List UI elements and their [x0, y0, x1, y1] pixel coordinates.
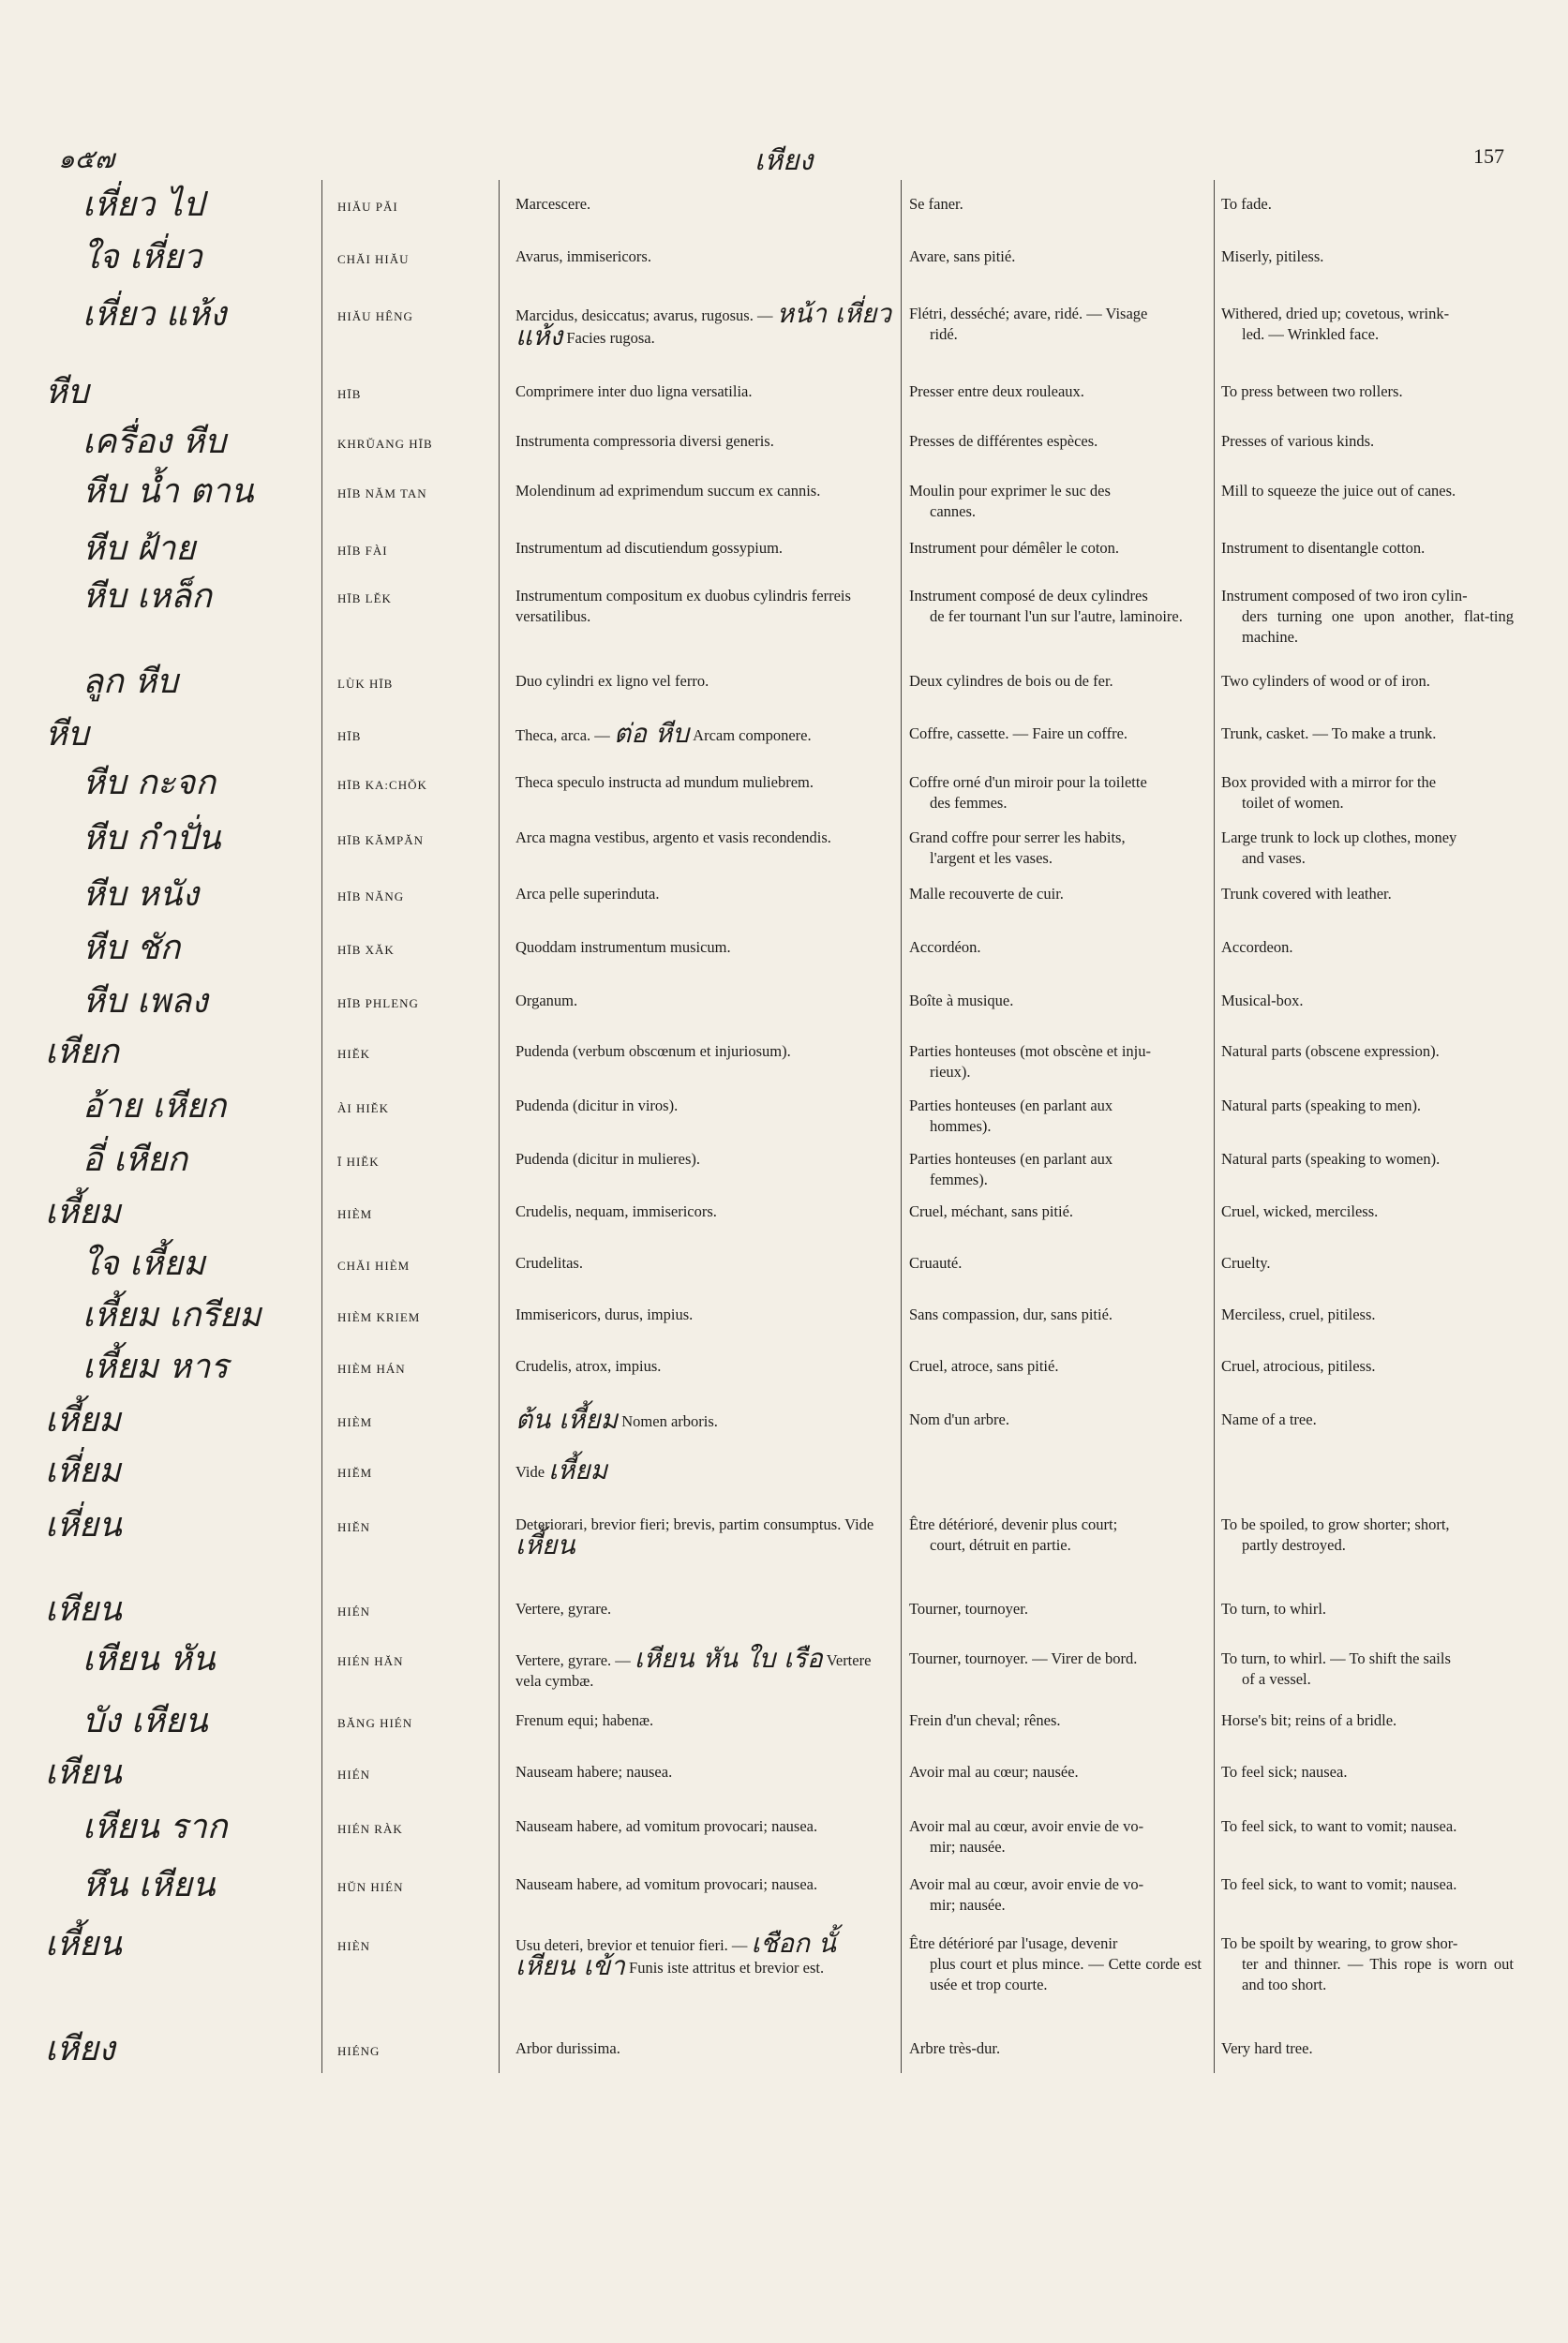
french-definition [909, 1041, 1202, 1082]
latin-definition [515, 1599, 892, 1619]
french-text: Parties honteuses (en parlant aux [909, 1097, 1113, 1114]
english-definition [1221, 1149, 1514, 1170]
latin-text: Nauseam habere; nausea. [515, 1763, 673, 1781]
french-continuation: mir; nausée. [930, 1838, 1006, 1856]
transliteration: HĪB NĂNG [337, 889, 405, 903]
latin-definition [515, 772, 892, 793]
english-definition [1221, 1515, 1514, 1556]
latin-text: Duo cylindri ex ligno vel ferro. [515, 672, 709, 690]
latin-text: Comprimere inter duo ligna versatilia. [515, 382, 753, 400]
french-definition [909, 937, 1202, 958]
thai-headword: เครื่อง หีบ [82, 423, 226, 461]
latin-definition [515, 671, 892, 692]
transliteration: HĪB KĂMPĂN [337, 833, 424, 847]
french-text: Flétri, desséché; avare, ridé. — Visage [909, 305, 1148, 322]
english-definition [1221, 1649, 1514, 1690]
thai-headword: หีบ กำปั่น [82, 819, 221, 858]
english-continuation: and vases. [1242, 849, 1306, 867]
english-text: Cruelty. [1221, 1254, 1271, 1272]
english-text: Natural parts (obscene expression). [1221, 1042, 1440, 1060]
french-text: Avoir mal au cœur, avoir envie de vo- [909, 1817, 1144, 1835]
english-text: Accordeon. [1221, 938, 1293, 956]
english-text: To press between two rollers. [1221, 382, 1403, 400]
thai-headword: เหี้ยม หาร [82, 1348, 229, 1386]
latin-definition [515, 1515, 892, 1558]
latin-thai-example: เหียน หัน ใบ เรือ [634, 1643, 823, 1674]
french-continuation: rieux). [930, 1063, 971, 1081]
latin-text: Vertere, gyrare. — [515, 1651, 631, 1669]
thai-headword: เหี้ยม [45, 1193, 121, 1231]
english-definition [1221, 1096, 1514, 1116]
latin-definition [515, 1874, 892, 1895]
english-definition [1221, 1305, 1514, 1325]
english-definition [1221, 1762, 1514, 1783]
transliteration: ÀI HIĔK [337, 1101, 390, 1115]
french-definition [909, 1253, 1202, 1274]
french-definition [909, 1816, 1202, 1858]
french-text: Avare, sans pitié. [909, 247, 1016, 265]
english-text: To feel sick; nausea. [1221, 1763, 1348, 1781]
french-text: Se faner. [909, 195, 963, 213]
english-definition [1221, 937, 1514, 958]
english-text: Large trunk to lock up clothes, money [1221, 828, 1457, 846]
english-text: Mill to squeeze the juice out of canes. [1221, 482, 1456, 500]
thai-headword: เหียน [45, 1590, 122, 1629]
english-definition [1221, 671, 1514, 692]
latin-thai-example: ต้น เหี้ยม [515, 1404, 619, 1435]
latin-definition [515, 991, 892, 1011]
english-text: Withered, dried up; covetous, wrink- [1221, 305, 1450, 322]
latin-text: Immisericors, durus, impius. [515, 1306, 694, 1323]
french-continuation: hommes). [930, 1117, 992, 1135]
french-definition [909, 1096, 1202, 1137]
transliteration: HĪB FÀI [337, 544, 388, 558]
latin-text: Nauseam habere, ad vomitum provocari; nausea. [515, 1817, 818, 1835]
french-definition [909, 481, 1202, 522]
english-text: Trunk, casket. — To make a trunk. [1221, 724, 1437, 742]
french-text: Moulin pour exprimer le suc des [909, 482, 1111, 500]
french-text: Être détérioré par l'usage, devenir [909, 1934, 1118, 1952]
french-definition [909, 431, 1202, 452]
latin-tail: Arcam componere. [693, 726, 812, 744]
transliteration: HIĔM [337, 1466, 373, 1480]
french-text: Instrument pour démêler le coton. [909, 539, 1120, 557]
english-definition [1221, 304, 1514, 345]
french-text: Nom d'un arbre. [909, 1410, 1009, 1428]
french-definition [909, 246, 1202, 267]
english-definition [1221, 1599, 1514, 1619]
thai-headword: หีบ [45, 373, 89, 411]
english-definition [1221, 538, 1514, 559]
latin-definition [515, 481, 892, 501]
french-definition [909, 1201, 1202, 1222]
column-divider [901, 180, 902, 2073]
english-text: Instrument to disentangle cotton. [1221, 539, 1426, 557]
latin-text: Crudelis, nequam, immisericors. [515, 1202, 717, 1220]
thai-headword: หีบ ชัก [82, 929, 181, 967]
latin-definition [515, 381, 892, 402]
transliteration: HĪB [337, 729, 362, 743]
french-continuation: plus court et plus mince. — Cette corde est usée et trop courte. [930, 1955, 1202, 1993]
french-text: Tourner, tournoyer. — Virer de bord. [909, 1649, 1138, 1667]
thai-headword: หีบ กะจก [82, 764, 217, 802]
latin-definition [515, 718, 892, 749]
english-definition [1221, 2038, 1514, 2059]
french-definition [909, 1762, 1202, 1783]
transliteration: BĂNG HIÉN [337, 1716, 413, 1730]
latin-definition [515, 298, 892, 351]
latin-definition [515, 937, 892, 958]
english-definition [1221, 381, 1514, 402]
transliteration: HIÈM HÁN [337, 1362, 406, 1376]
latin-text: Avarus, immisericors. [515, 247, 651, 265]
french-text: Presser entre deux rouleaux. [909, 382, 1084, 400]
french-definition [909, 194, 1202, 215]
thai-headword: เหี่ยน [45, 1506, 122, 1545]
french-text: Parties honteuses (mot obscène et inju- [909, 1042, 1151, 1060]
french-definition [909, 1305, 1202, 1325]
transliteration: HIÉN [337, 1768, 371, 1782]
transliteration: HIĂU HÊNG [337, 309, 413, 323]
latin-text: Vertere, gyrare. [515, 1600, 612, 1618]
transliteration: HIÉN RÀK [337, 1822, 403, 1836]
french-continuation: des femmes. [930, 794, 1008, 812]
thai-headword: เหี้ยม [45, 1401, 121, 1440]
transliteration: KHRŬANG HĪB [337, 437, 433, 451]
thai-headword: ใจ เหี่ยว [82, 238, 202, 276]
english-text: Cruel, atrocious, pitiless. [1221, 1357, 1376, 1375]
transliteration: CHĂI HIÈM [337, 1259, 411, 1273]
latin-definition [515, 1455, 892, 1485]
latin-text: Molendinum ad exprimendum succum ex cannis. [515, 482, 821, 500]
latin-tail: Facies rugosa. [566, 329, 655, 347]
english-text: Miserly, pitiless. [1221, 247, 1324, 265]
latin-definition [515, 1928, 892, 1981]
english-text: Instrument composed of two iron cylin- [1221, 587, 1468, 604]
transliteration: HIÉNG [337, 2044, 381, 2058]
french-text: Tourner, tournoyer. [909, 1600, 1028, 1618]
thai-headword: เหียก [45, 1033, 119, 1071]
french-definition [909, 1149, 1202, 1190]
transliteration: HIÈM KRIEM [337, 1310, 421, 1324]
latin-text: Marcidus, desiccatus; avarus, rugosus. — [515, 306, 773, 324]
french-text: Arbre très-dur. [909, 2039, 1001, 2057]
latin-text: Marcescere. [515, 195, 591, 213]
latin-text: Pudenda (dicitur in mulieres). [515, 1150, 701, 1168]
french-definition [909, 772, 1202, 813]
english-text: Merciless, cruel, pitiless. [1221, 1306, 1376, 1323]
transliteration: HĪB KA:CHŎK [337, 778, 427, 792]
french-text: Coffre, cassette. — Faire un coffre. [909, 724, 1128, 742]
latin-thai-example: หน้า เหี่ยว แห้ง [515, 298, 891, 351]
english-definition [1221, 1253, 1514, 1274]
latin-definition [515, 1710, 892, 1731]
latin-definition [515, 1816, 892, 1837]
column-divider [499, 180, 500, 2073]
thai-headword: เหียน หัน [82, 1640, 216, 1679]
french-definition [909, 1710, 1202, 1731]
english-definition [1221, 1933, 1514, 1995]
english-text: Very hard tree. [1221, 2039, 1313, 2057]
thai-headword: หีบ น้ำ ตาน [82, 472, 254, 511]
french-continuation: de fer tournant l'un sur l'autre, laminoire. [930, 607, 1183, 625]
latin-text: Nauseam habere, ad vomitum provocari; nausea. [515, 1875, 818, 1893]
english-text: To fade. [1221, 195, 1272, 213]
transliteration: Ī HIĔK [337, 1155, 380, 1169]
english-definition [1221, 481, 1514, 501]
french-definition [909, 304, 1202, 345]
thai-headword: เหียง [45, 2030, 115, 2068]
page-number: 157 [1473, 144, 1504, 168]
english-text: To turn, to whirl. [1221, 1600, 1327, 1618]
french-text: Être détérioré, devenir plus court; [909, 1515, 1118, 1533]
latin-thai-example: เหี้ยม [548, 1455, 608, 1485]
english-definition [1221, 828, 1514, 869]
french-text: Accordéon. [909, 938, 981, 956]
english-definition [1221, 724, 1514, 744]
english-definition [1221, 431, 1514, 452]
thai-headword: หีบ [45, 715, 89, 754]
english-continuation: led. — Wrinkled face. [1242, 325, 1380, 343]
french-text: Avoir mal au cœur, avoir envie de vo- [909, 1875, 1144, 1893]
latin-text: Deteriorari, brevior fieri; brevis, partim consumptus. Vide [515, 1515, 874, 1533]
thai-headword: หีบ เพลง [82, 982, 208, 1021]
english-text: Musical-box. [1221, 992, 1304, 1009]
latin-definition [515, 246, 892, 267]
english-text: Name of a tree. [1221, 1410, 1317, 1428]
french-definition [909, 1599, 1202, 1619]
transliteration: HIĔN [337, 1520, 371, 1534]
french-text: Instrument composé de deux cylindres [909, 587, 1148, 604]
thai-headword: เหี่ยว ไป [82, 186, 204, 224]
transliteration: HĪB [337, 387, 362, 401]
latin-definition [515, 431, 892, 452]
english-definition [1221, 1816, 1514, 1837]
latin-definition [515, 1041, 892, 1062]
latin-definition [515, 1404, 892, 1435]
english-text: Cruel, wicked, merciless. [1221, 1202, 1379, 1220]
french-text: Cruel, atroce, sans pitié. [909, 1357, 1059, 1375]
thai-headword: หีบ เหล็ก [82, 577, 212, 616]
transliteration: HIÈM [337, 1207, 373, 1221]
english-definition [1221, 1710, 1514, 1731]
french-text: Cruauté. [909, 1254, 963, 1272]
french-continuation: court, détruit en partie. [930, 1536, 1071, 1554]
english-continuation: ter and thinner. — This rope is worn out and too short. [1242, 1955, 1514, 1993]
latin-definition [515, 2038, 892, 2059]
latin-definition [515, 884, 892, 904]
latin-definition [515, 1762, 892, 1783]
french-definition [909, 884, 1202, 904]
latin-thai-example: เชือก นั้ เหียน เข้า [515, 1928, 836, 1981]
thai-headword: อี่ เหียก [82, 1141, 187, 1179]
latin-definition [515, 194, 892, 215]
english-text: Trunk covered with leather. [1221, 885, 1392, 903]
page-header [0, 139, 1568, 176]
english-text: Natural parts (speaking to women). [1221, 1150, 1441, 1168]
transliteration: HŬN HIÉN [337, 1880, 404, 1894]
english-text: To be spoiled, to grow shorter; short, [1221, 1515, 1450, 1533]
transliteration: HĪB PHLENG [337, 996, 419, 1010]
french-continuation: l'argent et les vases. [930, 849, 1053, 867]
thai-page-number: ๑๕๗ [58, 143, 115, 174]
french-definition [909, 1649, 1202, 1669]
latin-definition [515, 586, 892, 627]
transliteration: HIĂU PĂI [337, 200, 398, 214]
thai-headword: เหียน ราก [82, 1808, 228, 1846]
english-definition [1221, 884, 1514, 904]
latin-text: Arbor durissima. [515, 2039, 620, 2057]
thai-headword: บัง เหียน [82, 1702, 208, 1740]
french-continuation: mir; nausée. [930, 1896, 1006, 1914]
latin-text: Pudenda (verbum obscœnum et injuriosum). [515, 1042, 791, 1060]
french-continuation: femmes). [930, 1171, 988, 1188]
latin-definition [515, 1096, 892, 1116]
transliteration: HĪB NĂM TAN [337, 486, 427, 500]
transliteration: HIÈM [337, 1415, 373, 1429]
thai-headword: เหี้ยม เกรียม [82, 1296, 261, 1335]
latin-definition [515, 828, 892, 848]
english-text: To feel sick, to want to vomit; nausea. [1221, 1875, 1457, 1893]
french-text: Sans compassion, dur, sans pitié. [909, 1306, 1113, 1323]
column-divider [321, 180, 322, 2073]
french-text: Grand coffre pour serrer les habits, [909, 828, 1126, 846]
thai-headword: ลูก หีบ [82, 663, 178, 701]
thai-headword: เหี่ยม [45, 1452, 121, 1490]
latin-thai-example: ต่อ หีบ [613, 718, 690, 749]
latin-definition [515, 1643, 892, 1692]
english-text: Presses of various kinds. [1221, 432, 1375, 450]
french-text: Malle recouverte de cuir. [909, 885, 1064, 903]
latin-text: Arca pelle superinduta. [515, 885, 660, 903]
latin-text: Pudenda (dicitur in viros). [515, 1097, 679, 1114]
english-definition [1221, 991, 1514, 1011]
english-definition [1221, 772, 1514, 813]
english-text: Two cylinders of wood or of iron. [1221, 672, 1430, 690]
french-definition [909, 1874, 1202, 1916]
latin-definition [515, 538, 892, 559]
french-definition [909, 586, 1202, 627]
french-text: Boîte à musique. [909, 992, 1014, 1009]
english-definition [1221, 1410, 1514, 1430]
latin-text: Instrumentum ad discutiendum gossypium. [515, 539, 784, 557]
latin-tail: Vertere vela cymbæ. [515, 1651, 872, 1690]
english-definition [1221, 1041, 1514, 1062]
french-text: Presses de différentes espèces. [909, 432, 1098, 450]
transliteration: HĪB LĔK [337, 591, 392, 605]
english-text: To turn, to whirl. — To shift the sails [1221, 1649, 1451, 1667]
thai-headword: หีบ หนัง [82, 875, 199, 914]
latin-text: Arca magna vestibus, argento et vasis recondendis. [515, 828, 831, 846]
english-definition [1221, 586, 1514, 648]
latin-text: Crudelitas. [515, 1254, 583, 1272]
latin-tail: Funis iste attritus et brevior est. [629, 1959, 825, 1977]
latin-definition [515, 1356, 892, 1377]
french-text: Avoir mal au cœur; nausée. [909, 1763, 1079, 1781]
french-definition [909, 1410, 1202, 1430]
latin-definition [515, 1201, 892, 1222]
french-definition [909, 381, 1202, 402]
thai-headword: เหี่ยว แห้ง [82, 295, 227, 334]
french-text: Coffre orné d'un miroir pour la toilette [909, 773, 1147, 791]
french-continuation: cannes. [930, 502, 977, 520]
french-definition [909, 538, 1202, 559]
transliteration: HIÈN [337, 1939, 371, 1953]
thai-headword: อ้าย เหียก [82, 1087, 227, 1126]
latin-text: Instrumenta compressoria diversi generis. [515, 432, 774, 450]
latin-text: Quoddam instrumentum musicum. [515, 938, 731, 956]
english-continuation: of a vessel. [1242, 1670, 1311, 1688]
french-text: Parties honteuses (en parlant aux [909, 1150, 1113, 1168]
latin-text: Vide [515, 1463, 545, 1481]
latin-thai-example: เหี้ยน [515, 1530, 575, 1560]
transliteration: HIÉN HĂN [337, 1654, 404, 1668]
french-text: Frein d'un cheval; rênes. [909, 1711, 1061, 1729]
thai-headword: หีบ ฝ้าย [82, 530, 196, 568]
thai-headword: ใจ เหี้ยม [82, 1245, 205, 1283]
english-definition [1221, 1874, 1514, 1895]
transliteration: HIÉN [337, 1604, 371, 1619]
latin-definition [515, 1253, 892, 1274]
transliteration: LÙK HĪB [337, 677, 394, 691]
latin-definition [515, 1305, 892, 1325]
french-definition [909, 2038, 1202, 2059]
english-continuation: ders turning one upon another, flat-ting machine. [1242, 607, 1514, 646]
transliteration: HĪB XĂK [337, 943, 395, 957]
latin-text: Theca, arca. — [515, 726, 610, 744]
french-definition [909, 724, 1202, 744]
latin-text: Crudelis, atrox, impius. [515, 1357, 662, 1375]
french-text: Cruel, méchant, sans pitié. [909, 1202, 1074, 1220]
transliteration: CHĂI HIĂU [337, 252, 410, 266]
latin-text: Organum. [515, 992, 578, 1009]
french-definition [909, 828, 1202, 869]
french-definition [909, 991, 1202, 1011]
english-continuation: partly destroyed. [1242, 1536, 1346, 1554]
dictionary-table [0, 180, 1568, 2073]
french-definition [909, 1356, 1202, 1377]
english-text: Natural parts (speaking to men). [1221, 1097, 1422, 1114]
latin-text: Frenum equi; habenæ. [515, 1711, 654, 1729]
french-definition [909, 1515, 1202, 1556]
english-definition [1221, 1201, 1514, 1222]
latin-text: Theca speculo instructa ad mundum muliebrem. [515, 773, 814, 791]
latin-text: Usu deteri, brevior et tenuior fieri. — [515, 1936, 748, 1954]
french-text: Deux cylindres de bois ou de fer. [909, 672, 1113, 690]
french-definition [909, 1933, 1202, 1995]
english-definition [1221, 194, 1514, 215]
english-definition [1221, 1356, 1514, 1377]
thai-headword: เหียน [45, 1754, 122, 1792]
english-text: To feel sick, to want to vomit; nausea. [1221, 1817, 1457, 1835]
french-continuation: ridé. [930, 325, 958, 343]
english-continuation: toilet of women. [1242, 794, 1344, 812]
latin-text: Instrumentum compositum ex duobus cylindris ferreis versatilibus. [515, 587, 851, 625]
latin-definition [515, 1149, 892, 1170]
thai-headword: หึน เหียน [82, 1866, 216, 1904]
english-text: Box provided with a mirror for the [1221, 773, 1437, 791]
running-headword: เหียง [754, 144, 814, 177]
english-text: Horse's bit; reins of a bridle. [1221, 1711, 1397, 1729]
thai-headword: เหี้ยน [45, 1925, 122, 1963]
english-text: To be spoilt by wearing, to grow shor- [1221, 1934, 1458, 1952]
english-definition [1221, 246, 1514, 267]
column-divider [1214, 180, 1215, 2073]
transliteration: HIĔK [337, 1047, 371, 1061]
french-definition [909, 671, 1202, 692]
latin-tail: Nomen arboris. [621, 1412, 718, 1430]
